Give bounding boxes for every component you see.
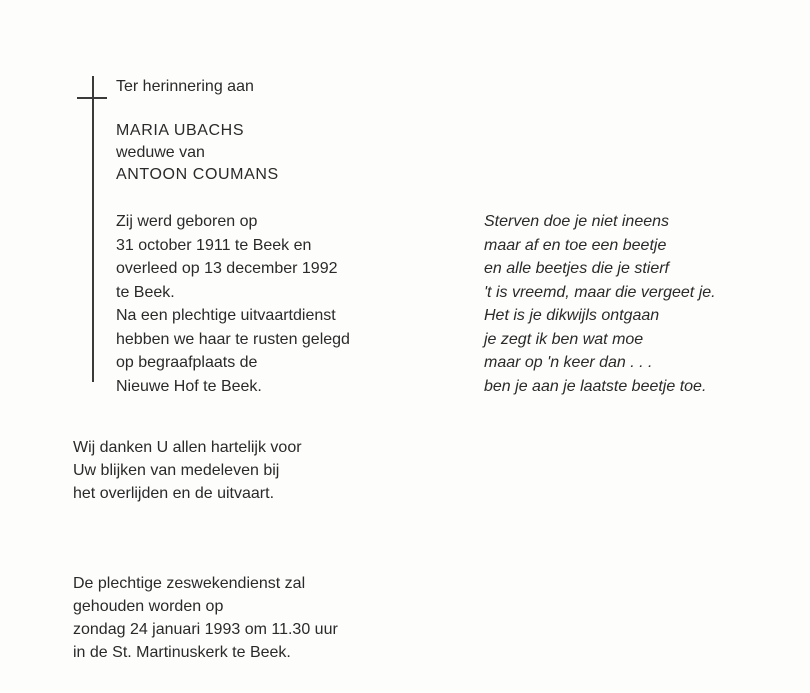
bio-line: hebben we haar te rusten gelegd <box>116 330 350 348</box>
bio-line: overleed op 13 december 1992 <box>116 260 338 277</box>
poem-line: Het is je dikwijls ontgaan <box>484 307 660 324</box>
poem-line: maar af en toe een beetje <box>484 236 667 254</box>
poem <box>484 210 716 398</box>
relation-text: weduwe van <box>116 144 205 161</box>
poem-line: Sterven doe je niet ineens <box>484 213 670 230</box>
spouse-name: ANTOON COUMANS <box>116 166 279 183</box>
poem-line: 't is vreemd, maar die vergeet je. <box>484 283 716 301</box>
bio-line: op begraafplaats de <box>116 354 258 371</box>
bio-line: Zij werd geboren op <box>116 213 258 230</box>
thanks-text <box>73 436 302 505</box>
intro-text <box>116 76 254 98</box>
poem-line: en alle beetjes die je stierf <box>484 260 669 277</box>
cross-icon <box>92 76 94 382</box>
service-line: De plechtige zeswekendienst zal <box>73 575 306 592</box>
thanks-line: Uw blijken van medeleven bij <box>73 462 280 479</box>
bio-line: te Beek. <box>116 283 175 301</box>
bio-text <box>116 210 350 398</box>
poem-line: maar op 'n keer dan . . . <box>484 354 653 371</box>
intro-line: Ter herinnering aan <box>116 78 254 95</box>
poem-line: ben je aan je laatste beetje toe. <box>484 377 707 395</box>
service-line: zondag 24 januari 1993 om 11.30 uur <box>73 621 338 638</box>
thanks-line: Wij danken U allen hartelijk voor <box>73 439 302 456</box>
poem-line: je zegt ik ben wat moe <box>484 330 644 348</box>
cross-icon-bar <box>77 97 107 99</box>
bio-line: Nieuwe Hof te Beek. <box>116 377 262 395</box>
deceased-name: MARIA UBACHS <box>116 122 245 139</box>
bio-line: 31 october 1911 te Beek en <box>116 236 312 254</box>
name-block <box>116 120 279 186</box>
service-announcement <box>73 572 338 664</box>
service-line: gehouden worden op <box>73 598 224 615</box>
thanks-line: het overlijden en de uitvaart. <box>73 485 275 502</box>
service-line: in de St. Martinuskerk te Beek. <box>73 644 291 661</box>
bio-line: Na een plechtige uitvaartdienst <box>116 307 336 324</box>
